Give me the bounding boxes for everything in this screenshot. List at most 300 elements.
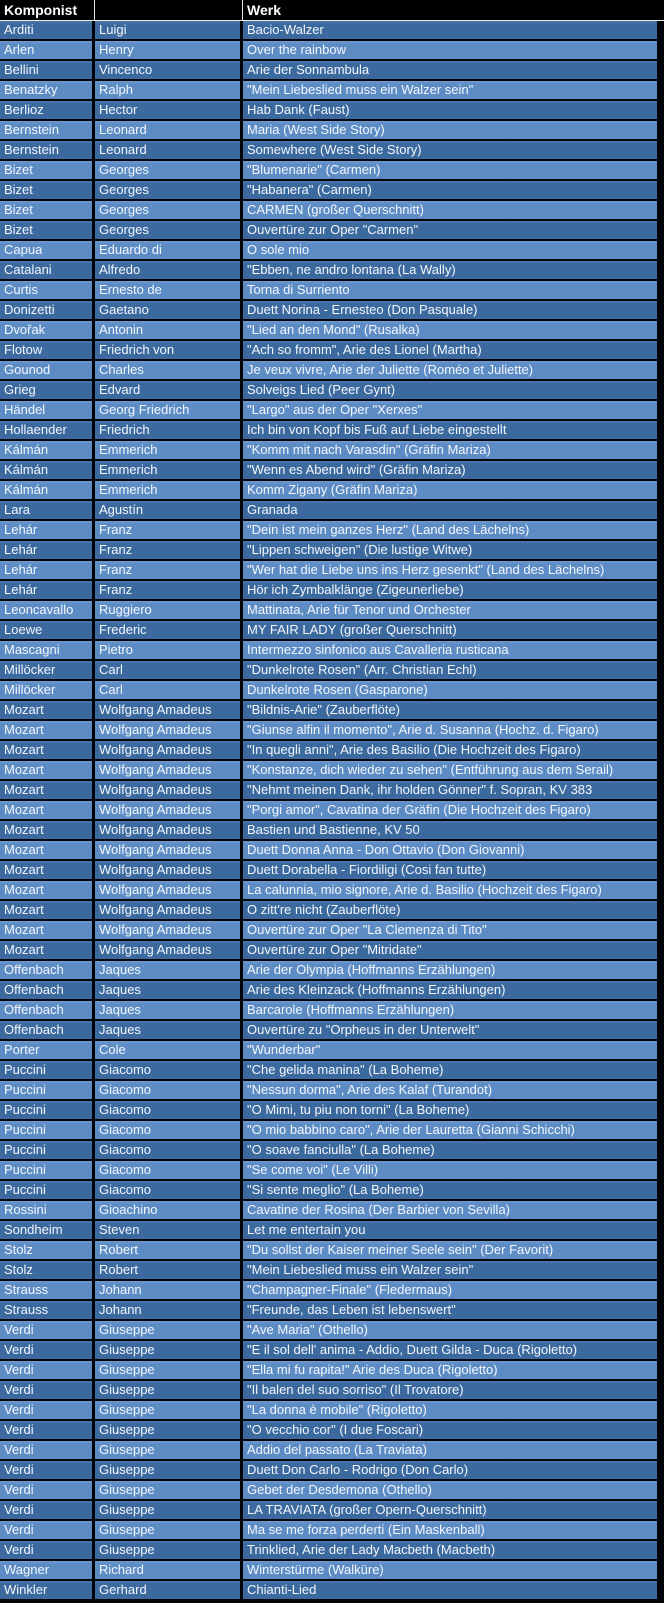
table-body xyxy=(0,21,664,1601)
cell-vorname: Giacomo xyxy=(95,1161,243,1179)
table-row xyxy=(0,1021,657,1041)
table-row xyxy=(0,601,657,621)
table-row xyxy=(0,1361,657,1381)
cell-komponist: Millöcker xyxy=(0,661,95,679)
cell-vorname: Wolfgang Amadeus xyxy=(95,861,243,879)
cell-komponist: Mozart xyxy=(0,701,95,719)
cell-komponist: Flotow xyxy=(0,341,95,359)
cell-komponist: Bellini xyxy=(0,61,95,79)
cell-komponist: Puccini xyxy=(0,1081,95,1099)
table-row xyxy=(0,1181,657,1201)
cell-werk: Duett Don Carlo - Rodrigo (Don Carlo) xyxy=(243,1461,657,1479)
cell-komponist: Händel xyxy=(0,401,95,419)
cell-werk: "In quegli anni", Arie des Basilio (Die Hochzeit des Figaro) xyxy=(243,741,657,759)
cell-vorname: Giuseppe xyxy=(95,1421,243,1439)
cell-werk: La calunnia, mio signore, Arie d. Basilio (Hochzeit des Figaro) xyxy=(243,881,657,899)
cell-werk: "Si sente meglio" (La Boheme) xyxy=(243,1181,657,1199)
table-row xyxy=(0,1341,657,1361)
cell-vorname: Wolfgang Amadeus xyxy=(95,761,243,779)
cell-werk: Winterstürme (Walküre) xyxy=(243,1561,657,1579)
cell-vorname: Georges xyxy=(95,221,243,239)
cell-werk: Ouvertüre zur Oper "Carmen" xyxy=(243,221,657,239)
table-row xyxy=(0,641,657,661)
cell-vorname: Gaetano xyxy=(95,301,243,319)
cell-komponist: Loewe xyxy=(0,621,95,639)
cell-komponist: Lara xyxy=(0,501,95,519)
table-row xyxy=(0,1201,657,1221)
cell-werk: "O soave fanciulla" (La Boheme) xyxy=(243,1141,657,1159)
cell-komponist: Mozart xyxy=(0,921,95,939)
cell-vorname: Alfredo xyxy=(95,261,243,279)
cell-komponist: Kálmán xyxy=(0,441,95,459)
table-row xyxy=(0,81,657,101)
table-row xyxy=(0,1421,657,1441)
cell-werk: "Du sollst der Kaiser meiner Seele sein" (Der Favorit) xyxy=(243,1241,657,1259)
cell-werk: Over the rainbow xyxy=(243,41,657,59)
table-row xyxy=(0,201,657,221)
cell-vorname: Wolfgang Amadeus xyxy=(95,721,243,739)
cell-werk: O zitt're nicht (Zauberflöte) xyxy=(243,901,657,919)
table-row xyxy=(0,361,657,381)
cell-komponist: Mozart xyxy=(0,721,95,739)
cell-vorname: Robert xyxy=(95,1261,243,1279)
cell-werk: Hör ich Zymbalklänge (Zigeunerliebe) xyxy=(243,581,657,599)
cell-werk: LA TRAVIATA (großer Opern-Querschnitt) xyxy=(243,1501,657,1519)
cell-vorname: Luigi xyxy=(95,21,243,39)
cell-werk: "Dunkelrote Rosen" (Arr. Christian Echl) xyxy=(243,661,657,679)
cell-vorname: Giuseppe xyxy=(95,1321,243,1339)
cell-werk: Arie des Kleinzack (Hoffmanns Erzählungen) xyxy=(243,981,657,999)
cell-komponist: Mozart xyxy=(0,841,95,859)
cell-werk: Duett Norina - Ernesteo (Don Pasquale) xyxy=(243,301,657,319)
cell-werk: Arie der Sonnambula xyxy=(243,61,657,79)
cell-vorname: Wolfgang Amadeus xyxy=(95,941,243,959)
cell-werk: Bacio-Walzer xyxy=(243,21,657,39)
table-row xyxy=(0,981,657,1001)
cell-vorname: Wolfgang Amadeus xyxy=(95,701,243,719)
table-row xyxy=(0,761,657,781)
cell-komponist: Offenbach xyxy=(0,961,95,979)
cell-vorname: Wolfgang Amadeus xyxy=(95,841,243,859)
table-row xyxy=(0,301,657,321)
table-row xyxy=(0,1041,657,1061)
cell-werk: "Dein ist mein ganzes Herz" (Land des Lächelns) xyxy=(243,521,657,539)
table-row xyxy=(0,1101,657,1121)
cell-werk: Torna di Surriento xyxy=(243,281,657,299)
cell-komponist: Kálmán xyxy=(0,481,95,499)
cell-vorname: Giuseppe xyxy=(95,1341,243,1359)
cell-vorname: Antonin xyxy=(95,321,243,339)
table-row xyxy=(0,401,657,421)
cell-komponist: Mozart xyxy=(0,821,95,839)
cell-werk: "Il balen del suo sorriso" (Il Trovatore) xyxy=(243,1381,657,1399)
cell-komponist: Gounod xyxy=(0,361,95,379)
cell-vorname: Wolfgang Amadeus xyxy=(95,901,243,919)
cell-vorname: Wolfgang Amadeus xyxy=(95,781,243,799)
cell-werk: Solveigs Lied (Peer Gynt) xyxy=(243,381,657,399)
cell-komponist: Puccini xyxy=(0,1161,95,1179)
table-row xyxy=(0,341,657,361)
cell-komponist: Verdi xyxy=(0,1421,95,1439)
cell-vorname: Giuseppe xyxy=(95,1521,243,1539)
cell-komponist: Verdi xyxy=(0,1361,95,1379)
cell-vorname: Giacomo xyxy=(95,1121,243,1139)
cell-komponist: Lehár xyxy=(0,541,95,559)
cell-werk: Arie der Olympia (Hoffmanns Erzählungen) xyxy=(243,961,657,979)
cell-vorname: Giuseppe xyxy=(95,1381,243,1399)
cell-komponist: Puccini xyxy=(0,1141,95,1159)
cell-vorname: Charles xyxy=(95,361,243,379)
table-row xyxy=(0,1441,657,1461)
cell-vorname: Richard xyxy=(95,1561,243,1579)
cell-werk: "Se come voi" (Le Villi) xyxy=(243,1161,657,1179)
cell-vorname: Franz xyxy=(95,561,243,579)
table-row xyxy=(0,1321,657,1341)
cell-werk: "Bildnis-Arie" (Zauberflöte) xyxy=(243,701,657,719)
cell-komponist: Porter xyxy=(0,1041,95,1059)
cell-werk: Trinklied, Arie der Lady Macbeth (Macbeth) xyxy=(243,1541,657,1559)
table-row xyxy=(0,921,657,941)
cell-komponist: Verdi xyxy=(0,1401,95,1419)
cell-vorname: Giuseppe xyxy=(95,1461,243,1479)
cell-werk: Duett Dorabella - Fiordiligi (Cosi fan tutte) xyxy=(243,861,657,879)
cell-komponist: Bizet xyxy=(0,221,95,239)
cell-werk: Addio del passato (La Traviata) xyxy=(243,1441,657,1459)
cell-vorname: Eduardo di xyxy=(95,241,243,259)
cell-vorname: Pietro xyxy=(95,641,243,659)
table-row xyxy=(0,61,657,81)
cell-vorname: Franz xyxy=(95,581,243,599)
cell-werk: "Lied an den Mond" (Rusalka) xyxy=(243,321,657,339)
cell-werk: Let me entertain you xyxy=(243,1221,657,1239)
cell-werk: "Ella mi fu rapita!" Arie des Duca (Rigoletto) xyxy=(243,1361,657,1379)
table-row xyxy=(0,521,657,541)
table-row xyxy=(0,1081,657,1101)
table-row xyxy=(0,561,657,581)
table-row xyxy=(0,41,657,61)
cell-vorname: Cole xyxy=(95,1041,243,1059)
cell-werk: Komm Zigany (Gräfin Mariza) xyxy=(243,481,657,499)
cell-werk: "O vecchio cor" (I due Foscari) xyxy=(243,1421,657,1439)
cell-komponist: Strauss xyxy=(0,1301,95,1319)
cell-werk: Gebet der Desdemona (Othello) xyxy=(243,1481,657,1499)
cell-vorname: Johann xyxy=(95,1281,243,1299)
cell-komponist: Benatzky xyxy=(0,81,95,99)
cell-komponist: Offenbach xyxy=(0,1001,95,1019)
table-row xyxy=(0,381,657,401)
cell-werk: "Habanera" (Carmen) xyxy=(243,181,657,199)
table-row xyxy=(0,461,657,481)
table-row xyxy=(0,121,657,141)
cell-vorname: Jaques xyxy=(95,1021,243,1039)
cell-komponist: Mozart xyxy=(0,761,95,779)
cell-komponist: Leoncavallo xyxy=(0,601,95,619)
cell-vorname: Wolfgang Amadeus xyxy=(95,801,243,819)
cell-komponist: Strauss xyxy=(0,1281,95,1299)
cell-vorname: Wolfgang Amadeus xyxy=(95,741,243,759)
cell-werk: "Komm mit nach Varasdin" (Gräfin Mariza) xyxy=(243,441,657,459)
cell-vorname: Agustín xyxy=(95,501,243,519)
table-row xyxy=(0,261,657,281)
column-header-vorname xyxy=(95,0,243,20)
cell-vorname: Steven xyxy=(95,1221,243,1239)
cell-komponist: Puccini xyxy=(0,1101,95,1119)
table-row xyxy=(0,941,657,961)
cell-vorname: Carl xyxy=(95,661,243,679)
table-row xyxy=(0,1161,657,1181)
cell-komponist: Donizetti xyxy=(0,301,95,319)
table-row xyxy=(0,181,657,201)
cell-komponist: Stolz xyxy=(0,1241,95,1259)
table-row xyxy=(0,701,657,721)
cell-komponist: Capua xyxy=(0,241,95,259)
cell-werk: "Giunse alfin il momento", Arie d. Susanna (Hochz. d. Figaro) xyxy=(243,721,657,739)
cell-komponist: Curtis xyxy=(0,281,95,299)
cell-werk: Chianti-Lied xyxy=(243,1581,657,1599)
cell-komponist: Kálmán xyxy=(0,461,95,479)
cell-komponist: Mozart xyxy=(0,781,95,799)
table-row xyxy=(0,1581,657,1601)
cell-komponist: Rossini xyxy=(0,1201,95,1219)
cell-vorname: Giacomo xyxy=(95,1061,243,1079)
cell-werk: "Nehmt meinen Dank, ihr holden Gönner" f. Sopran, KV 383 xyxy=(243,781,657,799)
cell-vorname: Robert xyxy=(95,1241,243,1259)
cell-vorname: Johann xyxy=(95,1301,243,1319)
cell-komponist: Bizet xyxy=(0,181,95,199)
cell-werk: "Wer hat die Liebe uns ins Herz gesenkt" (Land des Lächelns) xyxy=(243,561,657,579)
cell-werk: Hab Dank (Faust) xyxy=(243,101,657,119)
cell-vorname: Edvard xyxy=(95,381,243,399)
cell-komponist: Verdi xyxy=(0,1501,95,1519)
cell-werk: "Wunderbar" xyxy=(243,1041,657,1059)
cell-komponist: Puccini xyxy=(0,1181,95,1199)
cell-vorname: Wolfgang Amadeus xyxy=(95,821,243,839)
table-row xyxy=(0,1241,657,1261)
cell-komponist: Verdi xyxy=(0,1321,95,1339)
cell-vorname: Emmerich xyxy=(95,461,243,479)
cell-vorname: Giacomo xyxy=(95,1141,243,1159)
cell-vorname: Jaques xyxy=(95,981,243,999)
cell-komponist: Mozart xyxy=(0,861,95,879)
cell-komponist: Lehár xyxy=(0,561,95,579)
cell-komponist: Berlioz xyxy=(0,101,95,119)
table-row xyxy=(0,1461,657,1481)
cell-werk: "Ach so fromm", Arie des Lionel (Martha) xyxy=(243,341,657,359)
cell-vorname: Giuseppe xyxy=(95,1541,243,1559)
table-row xyxy=(0,881,657,901)
cell-vorname: Giuseppe xyxy=(95,1401,243,1419)
cell-komponist: Verdi xyxy=(0,1521,95,1539)
cell-vorname: Ralph xyxy=(95,81,243,99)
cell-werk: Bastien und Bastienne, KV 50 xyxy=(243,821,657,839)
table-row xyxy=(0,621,657,641)
cell-werk: "Mein Liebeslied muss ein Walzer sein" xyxy=(243,1261,657,1279)
cell-werk: "Konstanze, dich wieder zu sehen" (Entführung aus dem Serail) xyxy=(243,761,657,779)
table-row xyxy=(0,1561,657,1581)
table-row xyxy=(0,721,657,741)
column-header-komponist: Komponist xyxy=(0,0,95,20)
table-row xyxy=(0,241,657,261)
cell-komponist: Puccini xyxy=(0,1121,95,1139)
table-row xyxy=(0,221,657,241)
cell-werk: "E il sol dell' anima - Addio, Duett Gilda - Duca (Rigoletto) xyxy=(243,1341,657,1359)
cell-komponist: Dvořak xyxy=(0,321,95,339)
cell-komponist: Mascagni xyxy=(0,641,95,659)
cell-werk: Mattinata, Arie für Tenor und Orchester xyxy=(243,601,657,619)
cell-vorname: Giacomo xyxy=(95,1101,243,1119)
table-row xyxy=(0,1501,657,1521)
cell-komponist: Lehár xyxy=(0,521,95,539)
cell-komponist: Mozart xyxy=(0,881,95,899)
cell-komponist: Sondheim xyxy=(0,1221,95,1239)
cell-werk: Je veux vivre, Arie der Juliette (Roméo et Juliette) xyxy=(243,361,657,379)
cell-komponist: Mozart xyxy=(0,741,95,759)
cell-vorname: Leonard xyxy=(95,121,243,139)
cell-vorname: Franz xyxy=(95,521,243,539)
table-row xyxy=(0,1221,657,1241)
cell-werk: "Champagner-Finale" (Fledermaus) xyxy=(243,1281,657,1299)
table-row xyxy=(0,801,657,821)
table-row xyxy=(0,1281,657,1301)
cell-vorname: Hector xyxy=(95,101,243,119)
cell-werk: Duett Donna Anna - Don Ottavio (Don Giovanni) xyxy=(243,841,657,859)
cell-komponist: Mozart xyxy=(0,901,95,919)
cell-komponist: Offenbach xyxy=(0,981,95,999)
cell-vorname: Ernesto de xyxy=(95,281,243,299)
cell-werk: Granada xyxy=(243,501,657,519)
cell-vorname: Gioachino xyxy=(95,1201,243,1219)
table-row xyxy=(0,541,657,561)
cell-vorname: Wolfgang Amadeus xyxy=(95,881,243,899)
cell-komponist: Bernstein xyxy=(0,121,95,139)
cell-vorname: Jaques xyxy=(95,961,243,979)
cell-komponist: Wagner xyxy=(0,1561,95,1579)
cell-komponist: Winkler xyxy=(0,1581,95,1599)
table-row xyxy=(0,581,657,601)
cell-werk: "Ebben, ne andro lontana (La Wally) xyxy=(243,261,657,279)
table-row xyxy=(0,1121,657,1141)
table-header-row xyxy=(0,0,664,21)
table-row xyxy=(0,1301,657,1321)
cell-vorname: Giuseppe xyxy=(95,1481,243,1499)
cell-vorname: Friedrich von xyxy=(95,341,243,359)
cell-vorname: Georg Friedrich xyxy=(95,401,243,419)
cell-komponist: Verdi xyxy=(0,1341,95,1359)
table-row xyxy=(0,1401,657,1421)
table-row xyxy=(0,141,657,161)
cell-werk: Ouvertüre zu "Orpheus in der Unterwelt" xyxy=(243,1021,657,1039)
table-row xyxy=(0,901,657,921)
table-row xyxy=(0,161,657,181)
table-row xyxy=(0,321,657,341)
cell-vorname: Georges xyxy=(95,181,243,199)
cell-vorname: Giuseppe xyxy=(95,1361,243,1379)
table-row xyxy=(0,1141,657,1161)
cell-werk: CARMEN (großer Querschnitt) xyxy=(243,201,657,219)
cell-komponist: Mozart xyxy=(0,941,95,959)
table-row xyxy=(0,481,657,501)
cell-werk: "Che gelida manina" (La Boheme) xyxy=(243,1061,657,1079)
cell-werk: "La donna è mobile" (Rigoletto) xyxy=(243,1401,657,1419)
cell-werk: Cavatine der Rosina (Der Barbier von Sevilla) xyxy=(243,1201,657,1219)
cell-werk: Ouvertüre zur Oper "Mitridate" xyxy=(243,941,657,959)
cell-werk: Ouvertüre zur Oper "La Clemenza di Tito" xyxy=(243,921,657,939)
cell-komponist: Verdi xyxy=(0,1461,95,1479)
table-row xyxy=(0,1061,657,1081)
cell-werk: "Ave Maria" (Othello) xyxy=(243,1321,657,1339)
cell-werk: Maria (West Side Story) xyxy=(243,121,657,139)
cell-vorname: Carl xyxy=(95,681,243,699)
cell-vorname: Giacomo xyxy=(95,1181,243,1199)
cell-vorname: Emmerich xyxy=(95,481,243,499)
cell-werk: "Blumenarie" (Carmen) xyxy=(243,161,657,179)
cell-werk: "Nessun dorma", Arie des Kalaf (Turandot) xyxy=(243,1081,657,1099)
cell-komponist: Bizet xyxy=(0,201,95,219)
cell-komponist: Mozart xyxy=(0,801,95,819)
cell-komponist: Catalani xyxy=(0,261,95,279)
cell-werk: Intermezzo sinfonico aus Cavalleria rusticana xyxy=(243,641,657,659)
cell-komponist: Millöcker xyxy=(0,681,95,699)
cell-werk: "Lippen schweigen" (Die lustige Witwe) xyxy=(243,541,657,559)
cell-werk: Barcarole (Hoffmanns Erzählungen) xyxy=(243,1001,657,1019)
table-row xyxy=(0,1261,657,1281)
cell-werk: Ma se me forza perderti (Ein Maskenball) xyxy=(243,1521,657,1539)
cell-vorname: Emmerich xyxy=(95,441,243,459)
table-row xyxy=(0,1521,657,1541)
table-row xyxy=(0,421,657,441)
cell-werk: "Largo" aus der Oper "Xerxes" xyxy=(243,401,657,419)
table-row xyxy=(0,861,657,881)
table-row xyxy=(0,961,657,981)
cell-werk: Somewhere (West Side Story) xyxy=(243,141,657,159)
cell-vorname: Henry xyxy=(95,41,243,59)
cell-komponist: Arlen xyxy=(0,41,95,59)
cell-werk: "O Mimi, tu piu non torni" (La Boheme) xyxy=(243,1101,657,1119)
cell-vorname: Leonard xyxy=(95,141,243,159)
cell-werk: "O mio babbino caro", Arie der Lauretta (Gianni Schicchi) xyxy=(243,1121,657,1139)
cell-komponist: Bizet xyxy=(0,161,95,179)
table-row xyxy=(0,21,657,41)
cell-komponist: Bernstein xyxy=(0,141,95,159)
cell-komponist: Verdi xyxy=(0,1481,95,1499)
cell-werk: O sole mio xyxy=(243,241,657,259)
cell-werk: Ich bin von Kopf bis Fuß auf Liebe eingestellt xyxy=(243,421,657,439)
cell-vorname: Georges xyxy=(95,161,243,179)
table-row xyxy=(0,1481,657,1501)
table-row xyxy=(0,821,657,841)
cell-vorname: Georges xyxy=(95,201,243,219)
column-header-werk: Werk xyxy=(247,2,281,18)
cell-komponist: Verdi xyxy=(0,1441,95,1459)
table-row xyxy=(0,661,657,681)
cell-vorname: Jaques xyxy=(95,1001,243,1019)
table-row xyxy=(0,741,657,761)
cell-vorname: Giuseppe xyxy=(95,1441,243,1459)
cell-vorname: Friedrich xyxy=(95,421,243,439)
table-row xyxy=(0,841,657,861)
cell-komponist: Offenbach xyxy=(0,1021,95,1039)
table-row xyxy=(0,781,657,801)
cell-werk: "Wenn es Abend wird" (Gräfin Mariza) xyxy=(243,461,657,479)
cell-vorname: Franz xyxy=(95,541,243,559)
cell-werk: Dunkelrote Rosen (Gasparone) xyxy=(243,681,657,699)
table-row xyxy=(0,1001,657,1021)
cell-komponist: Stolz xyxy=(0,1261,95,1279)
cell-werk: MY FAIR LADY (großer Querschnitt) xyxy=(243,621,657,639)
cell-vorname: Gerhard xyxy=(95,1581,243,1599)
table-row xyxy=(0,1381,657,1401)
cell-komponist: Verdi xyxy=(0,1541,95,1559)
